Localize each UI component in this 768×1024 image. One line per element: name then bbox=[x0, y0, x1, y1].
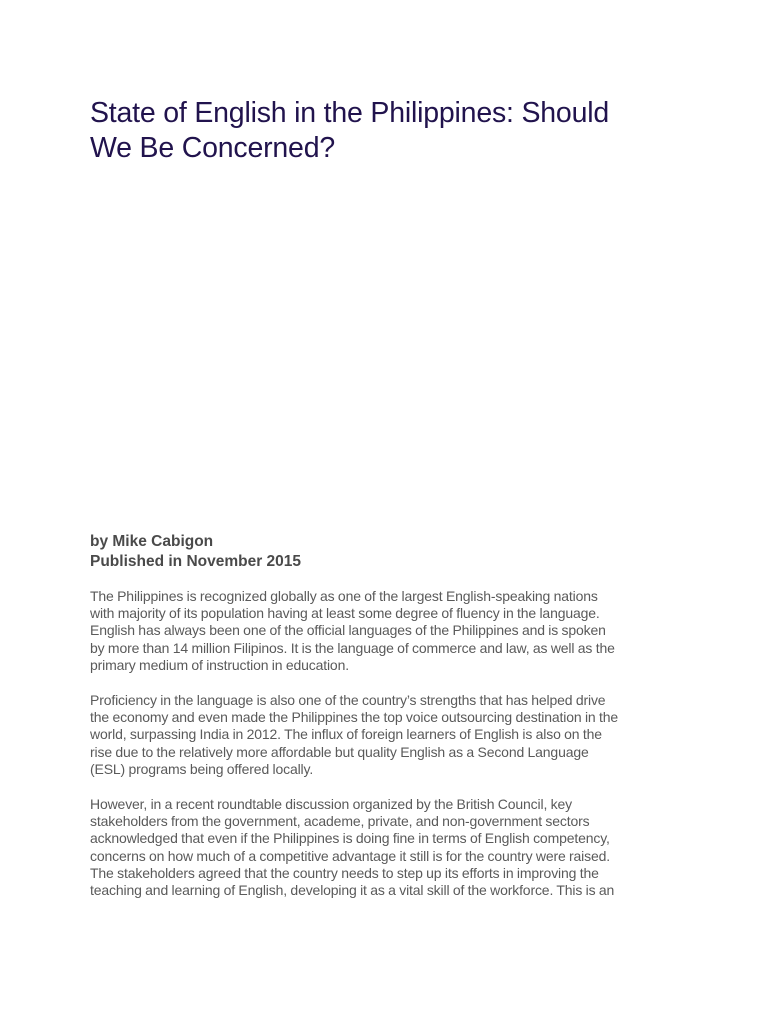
article-body bbox=[90, 588, 680, 917]
paragraph-line: English has always been one of the official languages of the Philippines and is spoken bbox=[90, 622, 606, 639]
publish-date: Published in November 2015 bbox=[90, 553, 302, 570]
article bbox=[90, 96, 680, 899]
paragraph-line: world, surpassing India in 2012. The influx of foreign learners of English is also on the bbox=[90, 726, 602, 743]
paragraph-line: acknowledged that even if the Philippines is doing fine in terms of English competency, bbox=[90, 830, 610, 847]
paragraph-line: teaching and learning of English, developing it as a vital skill of the workforce. This is an bbox=[90, 882, 615, 899]
paragraph-line: concerns on how much of a competitive advantage it still is for the country were raised. bbox=[90, 847, 611, 864]
byline bbox=[90, 532, 680, 572]
article-title bbox=[90, 96, 680, 166]
paragraph bbox=[90, 588, 680, 674]
paragraph-line: with majority of its population having at least some degree of fluency in the language. bbox=[90, 605, 600, 622]
paragraph-line: primary medium of instruction in education. bbox=[90, 656, 349, 673]
paragraph-line: by more than 14 million Filipinos. It is the language of commerce and law, as well as the bbox=[90, 639, 615, 656]
paragraph bbox=[90, 796, 680, 899]
paragraph-line: The stakeholders agreed that the country needs to step up its efforts in improving the bbox=[90, 864, 599, 881]
paragraph-line: However, in a recent roundtable discussion organized by the British Council, key bbox=[90, 796, 572, 813]
paragraph-line: (ESL) programs being offered locally. bbox=[90, 760, 314, 777]
paragraph-line: The Philippines is recognized globally as one of the largest English-speaking nations bbox=[90, 588, 598, 604]
paragraph-line: stakeholders from the government, academe, private, and non-government sectors bbox=[90, 813, 590, 830]
paragraph-line: Proficiency in the language is also one of the country’s strengths that has helped drive bbox=[90, 692, 606, 709]
paragraph bbox=[90, 692, 680, 778]
article-title-line: We Be Concerned? bbox=[90, 132, 336, 164]
paragraph-line: rise due to the relatively more affordable but quality English as a Second Language bbox=[90, 743, 589, 760]
article-title-line: State of English in the Philippines: Should bbox=[90, 97, 609, 129]
paragraph-line: the economy and even made the Philippines the top voice outsourcing destination in the bbox=[90, 709, 619, 726]
author: by Mike Cabigon bbox=[90, 533, 214, 550]
